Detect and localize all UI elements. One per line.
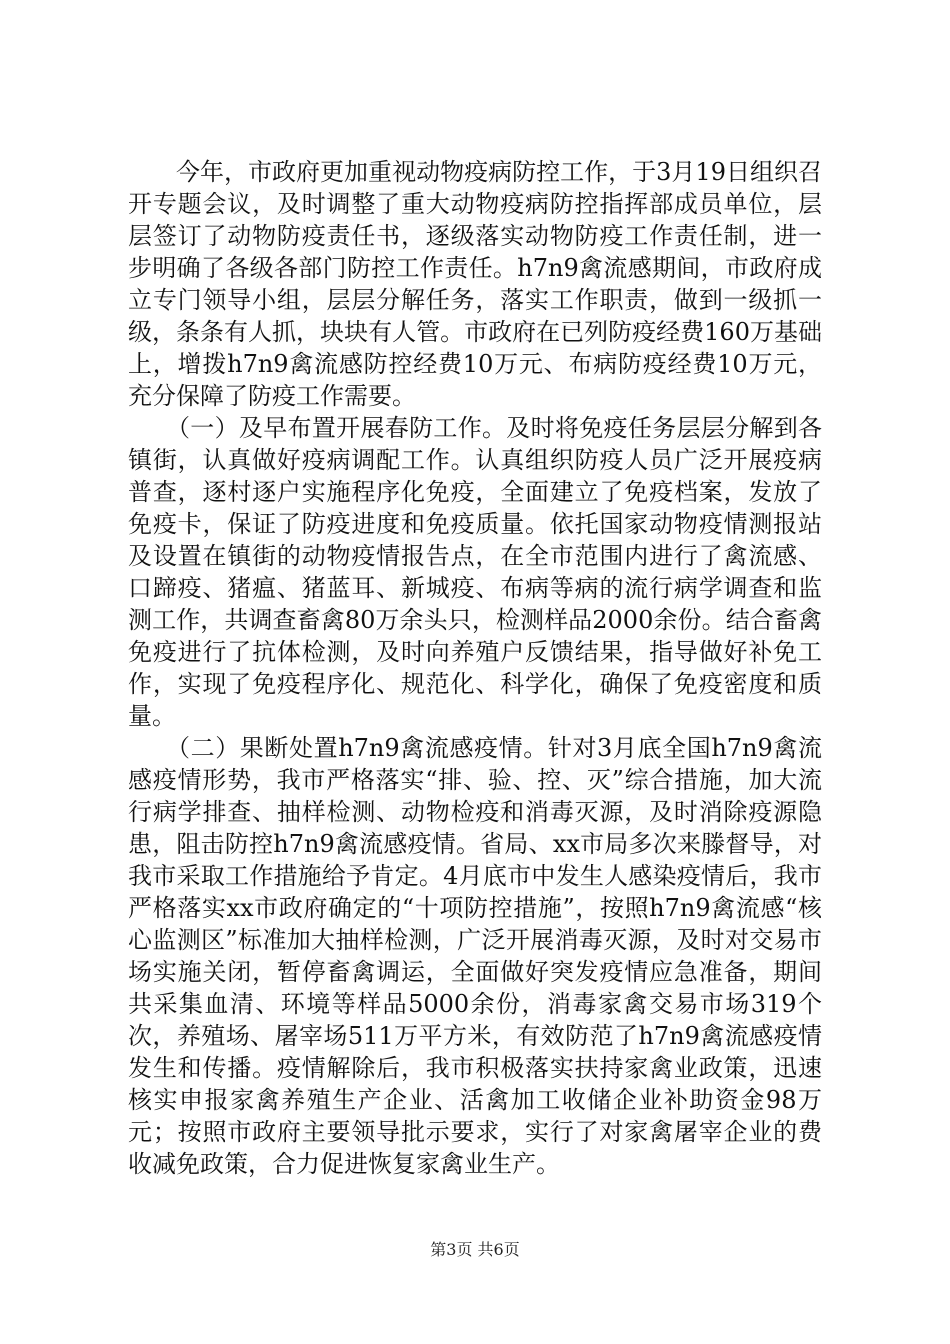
paragraph-spring-prevention: （一）及早布置开展春防工作。及时将免疫任务层层分解到各镇街，认真做好疫病调配工作。认真组织防疫人员广泛开展疫病普查，逐村逐户实施程序化免疫，全面建立了免疫档案，发放了免疫卡，保证了防疫进度和免疫质量。依托国家动物疫情测报站及设置在镇街的动物疫情报告点，在全市范围内进行了禽流感、口蹄疫、猪瘟、猪蓝耳、新城疫、布病等病的流行病学调查和监测工作，共调查畜禽80万余头只，检测样品2000余份。结合畜禽免疫进行了抗体检测，及时向养殖户反馈结果，指导做好补免工作，实现了免疫程序化、规范化、科学化，确保了免疫密度和质量。	[128, 414, 822, 730]
page-number-footer: 第3页 共6页	[430, 1240, 520, 1259]
document-body	[128, 156, 822, 1180]
paragraph-intro: 今年，市政府更加重视动物疫病防控工作，于3月19日组织召开专题会议，及时调整了重大动物疫病防控指挥部成员单位，层层签订了动物防疫责任书，逐级落实动物防疫工作责任制，进一步明确了各级各部门防控工作责任。h7n9禽流感期间，市政府成立专门领导小组，层层分解任务，落实工作职责，做到一级抓一级，条条有人抓，块块有人管。市政府在已列防疫经费160万基础上，增拨h7n9禽流感防控经费10万元、布病防疫经费10万元，充分保障了防疫工作需要。	[128, 158, 822, 410]
paragraph-h7n9-response: （二）果断处置h7n9禽流感疫情。针对3月底全国h7n9禽流感疫情形势，我市严格落实“排、验、控、灭”综合措施，加大流行病学排查、抽样检测、动物检疫和消毒灭源，及时消除疫源隐患，阻击防控h7n9禽流感疫情。省局、xx市局多次来滕督导，对我市采取工作措施给予肯定。4月底市中发生人感染疫情后，我市严格落实xx市政府确定的“十项防控措施”，按照h7n9禽流感“核心监测区”标准加大抽样检测，广泛开展消毒灭源，及时对交易市场实施关闭，暂停畜禽调运，全面做好突发疫情应急准备，期间共采集血清、环境等样品5000余份，消毒家禽交易市场319个次，养殖场、屠宰场511万平方米，有效防范了h7n9禽流感疫情发生和传播。疫情解除后，我市积极落实扶持家禽业政策，迅速核实申报家禽养殖生产企业、活禽加工收储企业补助资金98万元；按照市政府主要领导批示要求，实行了对家禽屠宰企业的费收减免政策，合力促进恢复家禽业生产。	[128, 734, 822, 1178]
